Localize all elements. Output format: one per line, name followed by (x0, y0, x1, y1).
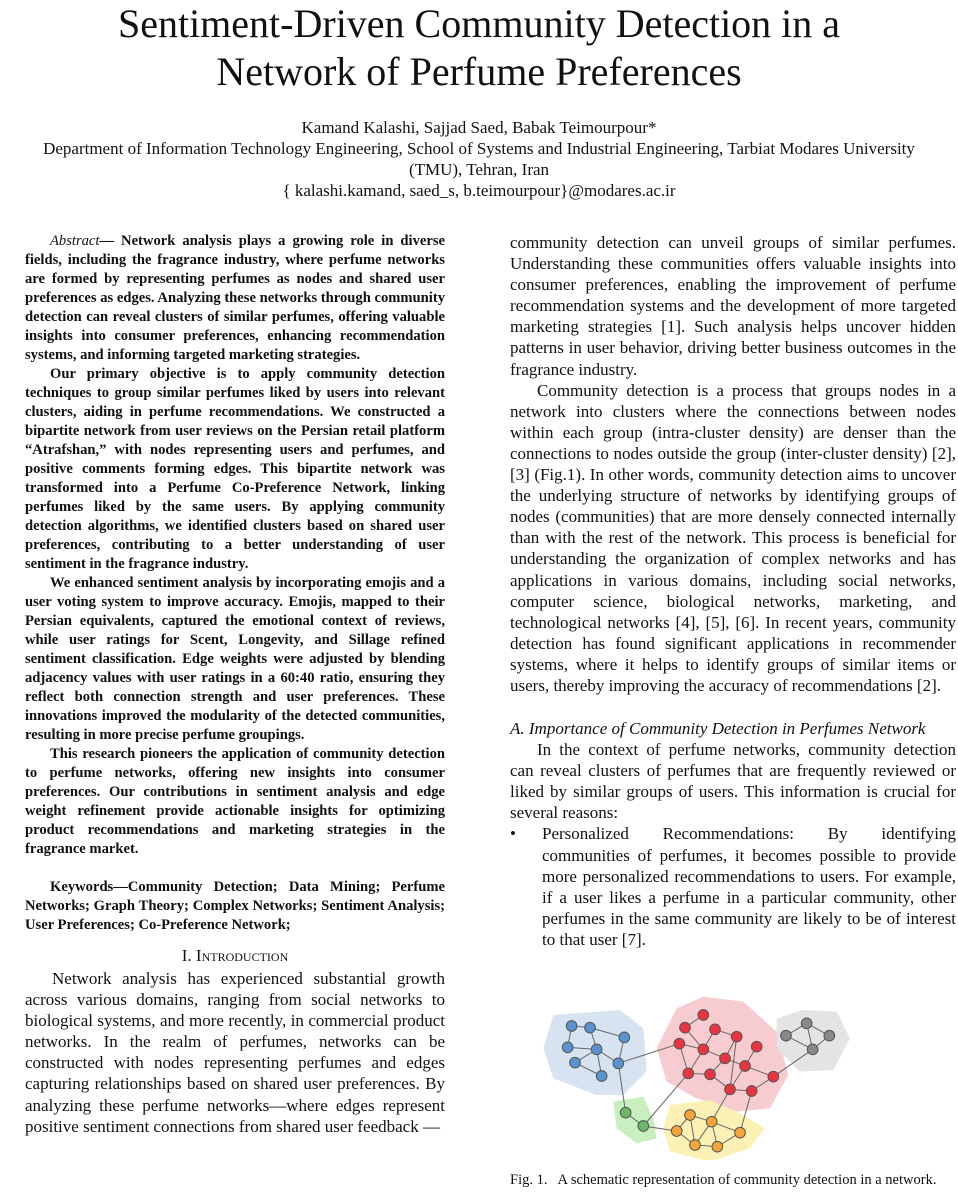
network-node (710, 1024, 721, 1035)
author-block (0, 117, 958, 201)
title-line-1: Sentiment-Driven Community Detection in a (117, 1, 841, 46)
left-column (25, 232, 445, 1137)
body-paragraph: Network analysis has experienced substantial growth across various domains, ranging from social networks to biological systems, and more recently, in commercial product networks. In the realm of perfumes, networks can be constructed with nodes representing perfumes and edges capturing relationships based on shared user preferences. By analyzing these perfume networks—where edges represent positive sentiment connections from shared user feedback — (25, 969, 445, 1136)
body-paragraph: In the context of perfume networks, community detection can reveal clusters of perfumes that are frequently reviewed or liked by similar groups of users. This information is crucial for several reasons: (510, 740, 956, 823)
right-column (510, 232, 956, 950)
paper-title (0, 0, 958, 96)
abstract (25, 232, 445, 935)
abstract-paragraph: We enhanced sentiment analysis by incorporating emojis and a user voting system to improve accuracy. Emojis, mapped to their Persian equivalents, captured the emotional context of reviews, while user ratings for Scent, Longevity, and Sillage refined sentiment classification. Edge weights were adjusted by blending adjacency values with user ratings in a 60:40 ratio, ensuring they reflect both connection strength and user preferences. These innovations improved the modularity of the detected communities, resulting in more precise perfume groupings. (25, 575, 445, 743)
network-node (712, 1141, 723, 1152)
title-line-2: Network of Perfume Preferences (216, 49, 742, 94)
network-node (735, 1127, 746, 1138)
network-node (570, 1057, 581, 1068)
figure-caption: Fig. 1. A schematic representation of community detection in a network. (510, 1172, 937, 1188)
network-node (698, 1010, 709, 1021)
network-node (613, 1058, 624, 1069)
author-emails: { kalashi.kamand, saed_s, b.teimourpour}@modares.ac.ir (282, 181, 676, 200)
network-node (680, 1022, 691, 1033)
network-node (683, 1068, 694, 1079)
network-node (705, 1069, 716, 1080)
network-node (706, 1116, 717, 1127)
network-node (620, 1107, 631, 1118)
network-node (619, 1032, 630, 1043)
keywords: Keywords—Community Detection; Data Mining; Perfume Networks; Graph Theory; Complex Networks; Sentiment Analysis; User Preferences; Co-Preference Network; (25, 879, 445, 933)
network-node (725, 1084, 736, 1095)
network-node (566, 1021, 577, 1032)
abstract-paragraph (25, 232, 445, 365)
abstract-paragraph: This research pioneers the application of community detection to perfume networks, offering new insights into consumer preferences. Our contributions in sentiment analysis and edge weight refinement provide actionable insights for optimizing product recommendations and marketing strategies in the fragrance market. (25, 746, 445, 857)
affiliation: Department of Information Technology Engineering, School of Systems and Industrial Engineering, Tarbiat Modares University (43, 139, 915, 158)
network-node (751, 1041, 762, 1052)
network-node (671, 1126, 682, 1137)
abstract-label: Abstract (50, 233, 100, 249)
body-paragraph: community detection can unveil groups of similar perfumes. Understanding these communities offers valuable insights into consumer preferences, enabling the improvement of perfume recommendation systems and the development of more targeted marketing strategies [1]. Such analysis helps uncover hidden patterns in user behavior, driving better business outcomes in the fragrance industry. (510, 233, 956, 379)
network-node (768, 1071, 779, 1082)
abstract-paragraph: Our primary objective is to apply community detection techniques to group similar perfumes liked by users into relevant clusters, aiding in perfume recommendations. We constructed a bipartite network from user reviews on the Persian retail platform “Atrafshan,” with nodes representing users and perfumes, and positive comments forming edges. This bipartite network was transformed into a Perfume Co-Preference Network, linking perfumes liked by the same users. By applying community detection algorithms, we identified clusters based on shared user preferences, contributing to a better understanding of user sentiment in the fragrance industry. (25, 366, 445, 572)
network-node (740, 1061, 751, 1072)
network-node (698, 1044, 709, 1055)
network-node (585, 1022, 596, 1033)
network-node (591, 1044, 602, 1055)
network-node (824, 1030, 835, 1041)
network-node (781, 1030, 792, 1041)
network-node (674, 1038, 685, 1049)
network-node (807, 1044, 818, 1055)
affiliation-location: (TMU), Tehran, Iran (408, 160, 550, 179)
bullet-item (510, 823, 956, 950)
bullet-icon: • (510, 824, 516, 844)
abstract-text: — Network analysis plays a growing role in diverse fields, including the fragrance industry, where perfume networks are formed by representing perfumes as nodes and shared user preferences as edges. Analyzing these networks through community detection can reveal clusters of similar perfumes, offering valuable insights into consumer preferences, enhancing recommendation systems, and informing targeted marketing strategies. (25, 233, 445, 363)
network-node (638, 1121, 649, 1132)
community-network-figure (510, 995, 958, 1160)
network-node (685, 1110, 696, 1121)
body-paragraph: Community detection is a process that groups nodes in a network into clusters where the connections between nodes within each group (intra-cluster density) are denser than the connections to nodes outside the group (inter-cluster density) [2], [3] (Fig.1). In other words, community detection aims to uncover the underlying structure of networks by identifying groups of nodes (communities) that are more densely connected internally than with the rest of the network. This process is beneficial for understanding the organization of complex networks and has applications in various domains, including social networks, computer science, biological networks, marketing, and technological networks [4], [5], [6]. In recent years, community detection has found significant applications in recommender systems, where it helps to identify groups of similar items or users, thereby improving the accuracy of recommendations [2]. (510, 380, 956, 695)
network-node (690, 1140, 701, 1151)
subsection-heading: A. Importance of Community Detection in Perfumes Network (510, 719, 926, 739)
network-node (746, 1086, 757, 1097)
network-node (801, 1018, 812, 1029)
authors: Kamand Kalashi, Sajjad Saed, Babak Teimourpour* (301, 118, 657, 137)
network-node (720, 1053, 731, 1064)
network-node (562, 1042, 573, 1053)
network-node (596, 1071, 607, 1082)
network-node (731, 1031, 742, 1042)
bullet-text: Personalized Recommendations: By identifying communities of perfumes, it becomes possible to provide more personalized recommendations to users. For example, if a user likes a perfume in a particular community, other perfumes in the same community are likely to be of interest to that user [7]. (542, 824, 956, 949)
section-heading-introduction: I. Introduction (181, 946, 289, 965)
